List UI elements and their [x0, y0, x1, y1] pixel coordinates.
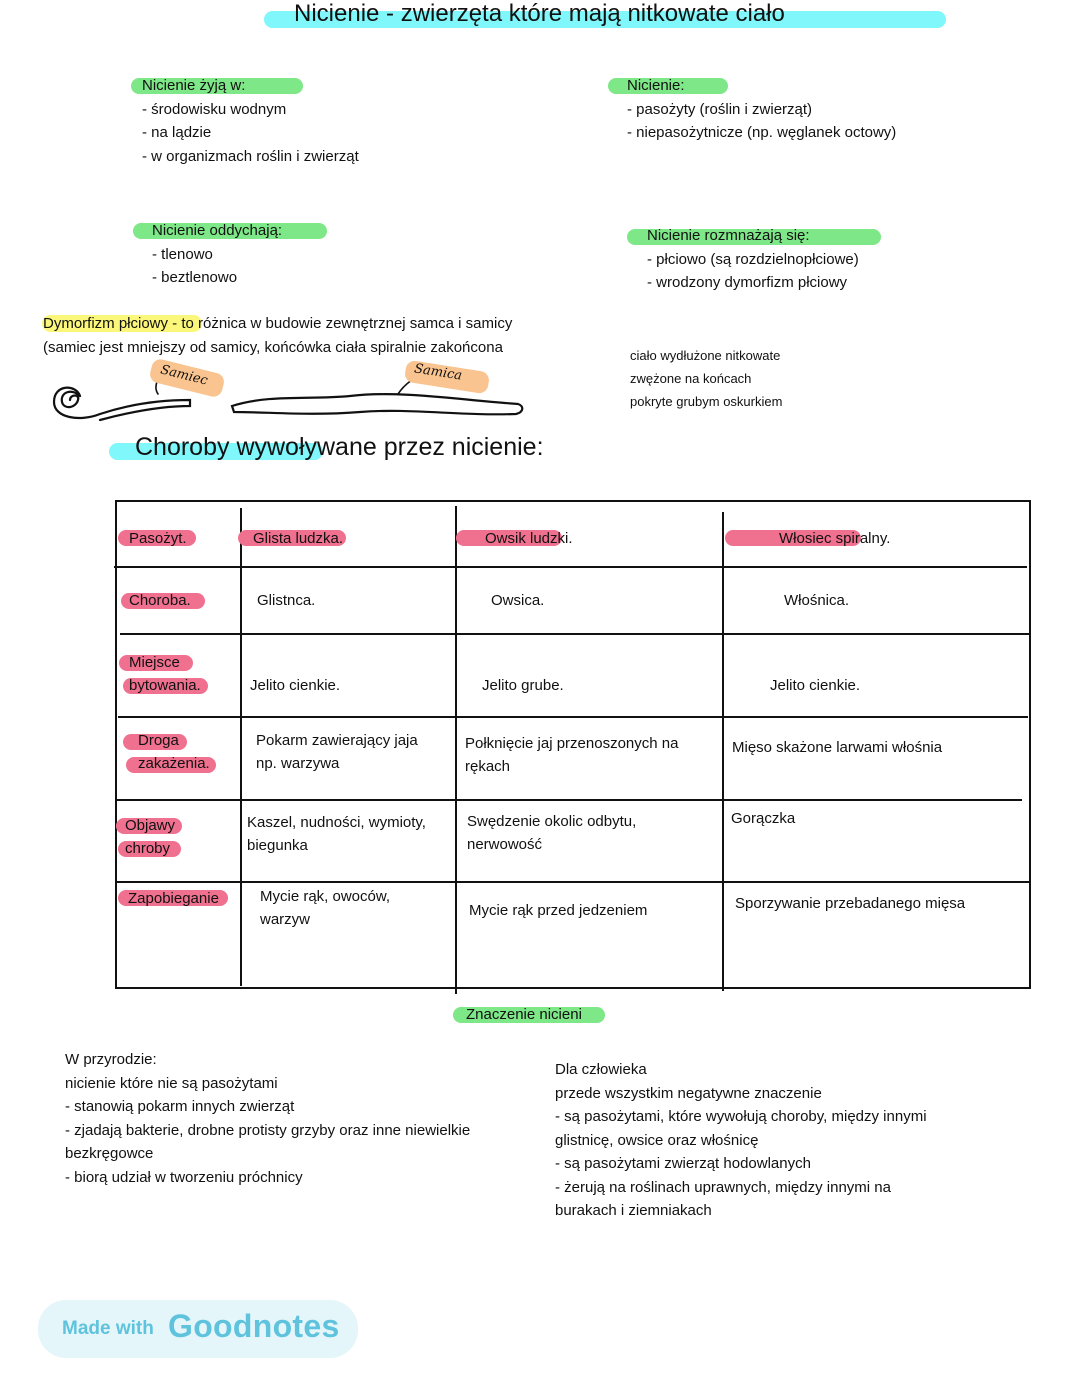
- types-heading: Nicienie:: [627, 77, 685, 94]
- table-column-divider: [722, 512, 724, 991]
- row-header-parasite: Pasożyt.: [129, 530, 187, 547]
- body-feature: pokryte grubym oskurkiem: [630, 394, 783, 409]
- breathing-item: - tlenowo: [152, 245, 213, 263]
- dimorphism-note: (samiec jest mniejszy od samicy, końcówka ciała spiralnie zakońcona: [43, 338, 503, 356]
- table-border-left: [115, 500, 117, 989]
- reproduction-heading: Nicienie rozmnażają się:: [647, 227, 810, 244]
- habitat-item: - na lądzie: [142, 124, 212, 141]
- male-worm-drawing: [54, 388, 190, 420]
- table-row-divider: [116, 799, 1022, 801]
- breathing-heading: Nicienie oddychają:: [152, 222, 283, 239]
- female-worm-drawing: [232, 394, 522, 414]
- dimorphism-text: [43, 312, 512, 359]
- body-feature: zwężone na końcach: [630, 371, 752, 386]
- table-cell: Owsica.: [491, 592, 545, 609]
- body-features: [630, 344, 782, 413]
- nature-section: W przyrodzie: nicienie które nie są pasożytami - stanowią pokarm innych zwierząt - zjadają bakterie, drobne protisty grzyby oraz inne niewielkie bezkręgowce - biorą udział w tworzeniu próchnicy: [65, 1051, 471, 1186]
- body-feature: ciało wydłużone nitkowate: [630, 348, 781, 363]
- reproduction-section: [647, 224, 859, 295]
- types-item: - niepasożytnicze (np. węglanek octowy): [627, 124, 897, 141]
- table-cell: Połknięcie jaj przenoszonych na rękach: [465, 735, 679, 775]
- table-cell: Sporzywanie przebadanego mięsa: [735, 895, 966, 912]
- table-cell: Glista ludzka.: [253, 530, 344, 547]
- habitat-item: - środowisku wodnym: [142, 100, 287, 118]
- table-cell: Pokarm zawierający jaja np. warzywa: [256, 732, 418, 772]
- table-border-right: [1029, 500, 1031, 989]
- reproduction-item: - płciowo (są rozdzielnopłciowe): [647, 250, 859, 268]
- table-column-divider: [455, 506, 457, 994]
- table-cell: Mycie rąk przed jedzeniem: [469, 902, 648, 919]
- table-border-bottom: [116, 987, 1031, 989]
- table-cell: Swędzenie okolic odbytu, nerwowość: [467, 813, 637, 853]
- male-label: Samiec: [158, 362, 210, 389]
- table-cell: Jelito cienkie.: [770, 677, 861, 694]
- table-cell: Kaszel, nudności, wymioty, biegunka: [247, 814, 426, 854]
- table-row-divider: [116, 881, 1030, 883]
- female-label: Samica: [413, 361, 464, 384]
- table-cell: Owsik ludzki.: [485, 530, 573, 547]
- table-border-top: [116, 500, 1031, 502]
- badge-made-with: Made with: [62, 1318, 154, 1339]
- row-header-prevention: Zapobieganie: [128, 890, 219, 907]
- row-header-transmission: Droga zakażenia.: [138, 732, 210, 772]
- dimorphism-definition: różnica w budowie zewnętrznej samca i samicy: [193, 315, 513, 332]
- table-cell: Glistnca.: [257, 592, 316, 609]
- table-row-divider: [114, 566, 1027, 568]
- row-header-symptoms: Objawy chroby: [125, 817, 176, 857]
- badge-brand-logo: Goodnotes: [168, 1308, 340, 1344]
- reproduction-item: - wrodzony dymorfizm płciowy: [647, 274, 848, 291]
- row-header-habitat: Miejsce bytowania.: [129, 654, 201, 694]
- page-title: Nicienie - zwierzęta które mają nitkowate ciało: [294, 0, 785, 27]
- table-cell: Jelito cienkie.: [250, 677, 341, 694]
- table-cell: Jelito grube.: [482, 677, 564, 694]
- dimorphism-term: Dymorfizm płciowy - to: [43, 315, 194, 332]
- table-row-divider: [120, 633, 1029, 635]
- table-cell: Mięso skażone larwami włośnia: [732, 739, 943, 756]
- types-item: - pasożyty (roślin i zwierząt): [627, 100, 813, 118]
- table-row-divider: [118, 716, 1028, 718]
- habitat-section: [142, 74, 359, 168]
- breathing-section: [152, 219, 282, 290]
- table-cell: Mycie rąk, owoców, warzyw: [260, 888, 391, 928]
- row-header-disease: Choroba.: [129, 592, 191, 609]
- breathing-item: - beztlenowo: [152, 269, 238, 286]
- table-cell: Włośnica.: [784, 592, 850, 609]
- table-cell: Gorączka: [731, 810, 796, 827]
- habitat-item: - w organizmach roślin i zwierząt: [142, 147, 359, 165]
- significance-heading: Znaczenie nicieni: [466, 1006, 582, 1023]
- habitat-heading: Nicienie żyją w:: [142, 77, 246, 94]
- diseases-heading: Choroby wywoływane przez nicienie:: [135, 433, 544, 461]
- table-column-divider: [240, 508, 242, 986]
- goodnotes-badge[interactable]: [38, 1300, 358, 1358]
- human-section: Dla człowieka przede wszystkim negatywne znaczenie - są pasożytami, które wywołują choroby, między innymi glistnicę, owsice oraz włośnicę - są pasożytami zwierząt hodowlanych - żerują na roślinach uprawnych, między innymi na burakach i ziemniakach: [555, 1061, 927, 1219]
- types-section: [627, 74, 896, 145]
- table-cell: Włosiec spiralny.: [779, 530, 891, 547]
